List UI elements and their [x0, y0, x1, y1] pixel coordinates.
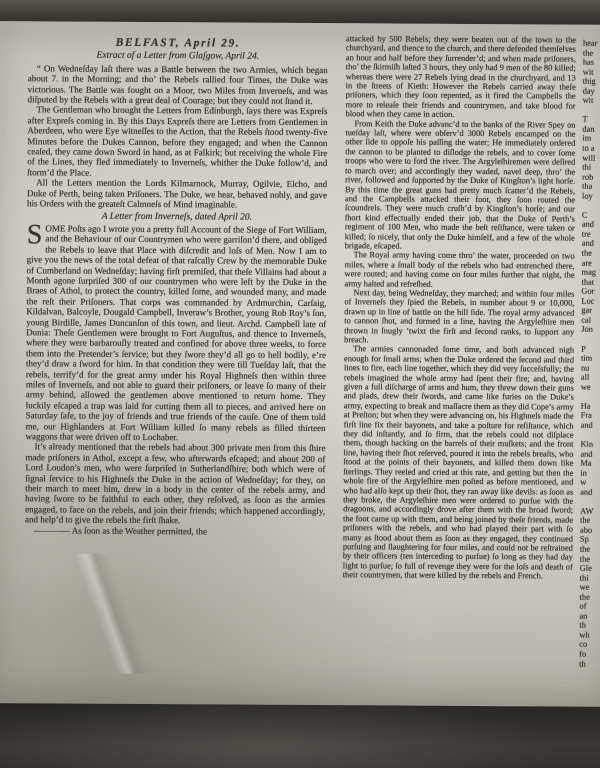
right-column-paragraph-2: From Keith the Duke advanc’d to the banks of the River Spey on tueſday laſt, where were obſerv’d 3000 Rebels encamped on the other ſide to oppoſe his paſſing the water; He immediately ordered the cannon to be planted to diſlodge the rebels, and to cover ſome troops who were to ford the river. The Argyleſhiremen were deſired to march over; and accordingly they waded, navel deep, thro’ the river, followed and ſupported by the Duke of Kingſton’s light horſe. By this time the great guns had pretty much ſcatter’d the Rebels, and the Campbells attacked their foot, they ſoon routed the ſcoundrels. They were much cruſh’d by Kingſton’s horſe; and our ſhort kind effectually ended their job, that the Duke of Perth’s regiment of 100 Men, who made the beſt reſiſtance, were taken or killed; ſo nicely, that only the Duke himſelf, and a few of the whole brigade, eſcaped.: [344, 118, 576, 251]
dateline: BELFAST, April 29.: [115, 36, 241, 50]
inverness-letter-partial-line: ———— As ſoon as the Weather permitted, the: [33, 524, 208, 537]
drop-cap-letter: S: [26, 219, 43, 251]
glasgow-letter-heading: Extract of a Letter from Glaſgow, April 24.: [96, 51, 260, 63]
glasgow-letter-paragraph-3: All the Letters mention the Lords Kilmarnock, Murray, Ogilvie, Elcho, and Duke of Perth, being taken Priſoners. The Duke, we hear, behaved nobly, and gave his Orders with the greateſt Calmneſs of Mind imaginable.: [26, 177, 328, 210]
right-column-paragraph-3: The Royal army having come thro’ the water, proceeded on two miles, where a ſmall body of the rebels who had entrenched there, were routed; and having come on four miles further that night, the army halted and refreſhed.: [344, 250, 575, 289]
glasgow-letter-paragraph-2: The Gentleman who brought the Letters from Edinburgh, ſays there was Expreſs after Expreſs coming in. By this Days Expreſs there are Letters from Gentlemen in Aberdeen, who were Eye witneſſes to the Action, that the Rebels ſtood twenty-five Minutes before the Dukes Cannon, before they engaged; and when the Cannon ceaſed, they came down Sword in hand, as at Falkirk; but receiving the whole Fire of the Lines, they fled immediately to Inverneſs, whither the Duke follow’d, and ſtorm’d the Place.: [27, 104, 328, 178]
right-column: [343, 34, 576, 581]
inverness-letter-paragraph-2: It’s already mentioned that the rebels had about 300 private men from this ſhire made priſoners in Athol, except a few, who afterwards eſcaped; and about 200 of Lord Loudon’s men, who were ſurpriſed in Sutherlandſhire; both which were of ſignal ſervice to his Highneſs the Duke in the action of Wedneſday; for they, on their march to meet him, drew in a body in the center of the rebels army, and having ſwore to be faithful to each other, they reſolved, as ſoon as the armies engaged, to face on the rebels, and join their friends; which happened accordingly, and help’d to give the rebels the firſt ſhake.: [25, 441, 326, 526]
paper-crease: [0, 553, 233, 674]
right-column-paragraph-4: Next day, being Wedneſday, they marched; and within four miles of Inverneſs they ſpied the Rebels, in number about 9 or 10,000, drawn up in line of battle on the hill ſide. The royal army advanced to cannon ſhot, and formed in a line, having the Argyleſhire men thrown in ſnugly ’twixt the firſt and ſecond ranks, to ſupport any breach.: [344, 288, 575, 345]
right-column-paragraph-5: The armies cannonaded ſome time, and both advanced nigh enough for ſmall arms; when the Duke ordered the ſecond and third lines to fire, each line together, which they did very ſucceſsfully; the rebels imagined the whole army had ſpent their fire; and, having given a full diſcharge of arms and hum, they threw down their guns and plads, drew their ſwords, and came like furies on the Duke’s army, expecting to break and maſſacre them as they did Cope’s army at Preſton; but when they were advancing on, his Highneſs made the firſt line fix their bayonets, and take a poſture for reſiſtance, which they did inſtantly, and ſo firm, that the rebels could not diſplace them, though hacking on the barrels of their muſkets; and the front line, having their ſhot reſerved, poured it into the rebels breaſts, who ſtood at the points of their bayonets, and killed them down like ſterlings. They reeled and cried at this rate, and getting but then the whole fire of the Argyleſhire men poſted as before mentioned, and who had alſo kept up their ſhot, they ran away like devils: as ſoon as they broke, the Argyleſhire men were ordered to purſue with the dragoons, and accordingly drove after them with the broad ſword; the foot came up with them, and being joined by theſe friends, made priſoners with the rebels, and who had played their part with ſo many as ſtood about them as ſoon as they engaged, they continued purſuing and ſlaughtering for four miles, and could not be reſtrained by their officers (ten interceding to purſue) ſo long as they had day light to purſue; ſo full of revenge they were for the loſs and death of their countrymen, that were killed by the rebels and French.: [342, 344, 575, 581]
left-column: [25, 37, 328, 537]
third-column-sliver: hear the has wit thig day wit T dan im to a will thi rob tha loy C and tre and the are mag that Gor Loc gar cal Jon P tim nu all we Ha Fra and Kin and Ma in w and AW the abo Sp the the Gle thi we the of an th wh co fo th: [579, 38, 598, 669]
glasgow-letter-paragraph-1: “ On Wedneſday laſt there was a Battle between the two Armies, which began about 7. in the Morning; and tho’ the Rebels rallied four Times, the Duke was victorious. The Battle was fought on a Moor, two Miles from Inverneſs, and was diſputed by the Rebels with a great deal of Courage; but they could not ſtand it.: [27, 63, 328, 107]
newspaper-page: [0, 21, 600, 707]
right-column-paragraph-1: attacked by 500 Rebels; they were beaten out of the town to the churchyard, and thence to the church, and there defended themſelves an hour and half before they ſurrender’d; and when made priſoners, tho’ the ſkirmiſh laſted 3 hours, they only had 9 men of the 80 killed; whereas there were 27 Rebels lying dead in the churchyard, and 13 in the ſtreets of Kieth: However the Rebels carried away theſe priſoners, which they ſoon repented, as it fired the Campbells the more to releaſe their friends and countrymen, and take blood for blood when they came in action.: [345, 34, 577, 120]
inverness-letter-paragraph-1: [25, 219, 327, 443]
inverness-letter-paragraph-1-text: OME Poſts ago I wrote you a pretty full Account of the Siege of Fort William, and the Behaviour of our Countrymen who were garriſon’d there, and obliged the Rebels to leave that Place with diſcredit and loſs of Men. Now I am to give you the news of the total defeat of that raſcally Crew by the memorable Duke of Cumberland on Wedneſday; having firſt premiſed, that theſe Villains had about a Month agone ſurpriſed 300 of our countrymen who were left by the Duke in the Braes of Athol, to protect the country, killed ſome, and wounded many, and made the reſt their Priſoners. That corps was commanded by Ardmurchin, Carſaig, Kildalvan, Balcoyle, Dougald Campbell, Inveraw’s Brother, young Rob Roy’s ſon, young Birdille, James Duncanſon of this town, and lieut. Archd. Campbell late of Dunia: Theſe Gentlemen were brought to Fort Auguſtus, and thence to Inverneſs, where they were barbarouſly treated and confined for above three weeks, to force them into the Pretender’s ſervice; but they ſwore they’d all go to hell bodily, e’re they’d draw a ſword for him. In that condition they were till Tueſday laſt, that the rebels, terrify’d for the great army under his Royal Highneſs then within three miles of Inverneſs, and not able to guard their priſoners, or leave ſo many of their army behind, allowed the gentlemen above mentioned to return home. They luckily eſcaped a trap was laid for cutting them all to pieces, and arrived here on Saturday ſafe, to the joy of friends and true friends of the cauſe. One of them told me, our Highlanders at Fort William killed ſo many rebels as filled thirteen waggons that were driven off to Lochaber.: [25, 223, 327, 443]
inverness-letter-heading: A Letter from Inverneſs, dated April 20.: [101, 211, 253, 223]
